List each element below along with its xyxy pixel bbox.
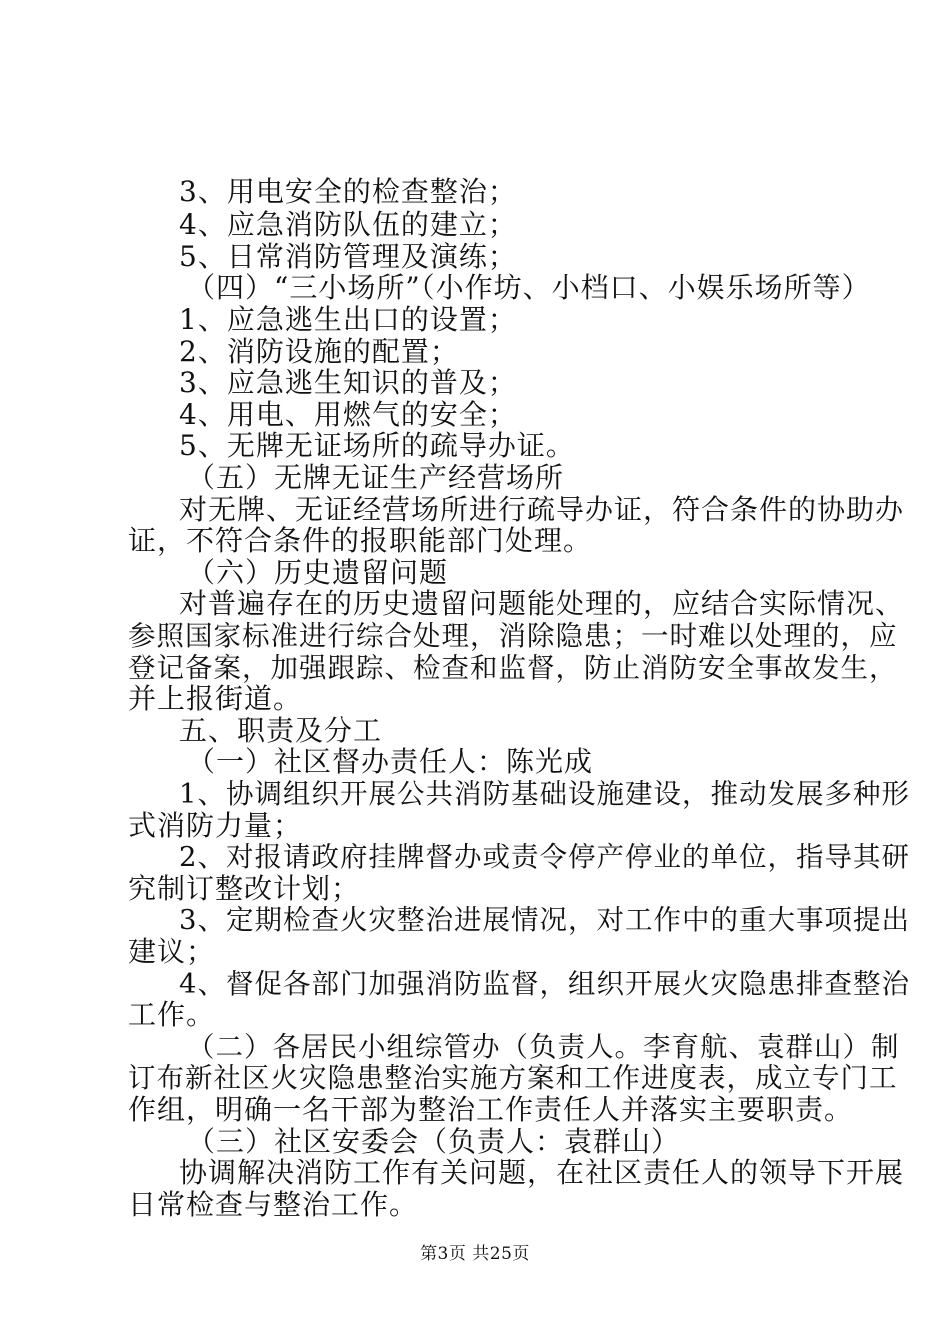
section-heading-safety-committee: （三）社区安委会（负责人：袁群山）: [187, 1125, 681, 1158]
paragraph-line: 对普遍存在的历史遗留问题能处理的，应结合实际情况、: [179, 587, 905, 620]
paragraph-line: 协调解决消防工作有关问题，在社区责任人的领导下开展: [179, 1156, 905, 1189]
section-heading-responsibilities: 五、职责及分工: [179, 714, 383, 747]
paragraph-line: 建议；: [128, 935, 216, 968]
list-item-daily-management: 5、日常消防管理及演练；: [179, 240, 517, 273]
section-heading-historical-issues: （六）历史遗留问题: [187, 556, 449, 589]
page-footer: 第3页 共25页: [420, 1244, 530, 1264]
list-item-electrical-safety: 3、用电安全的检查整治；: [179, 175, 517, 208]
paragraph-line: 3、定期检查火灾整治进展情况，对工作中的重大事项提出: [179, 904, 910, 936]
paragraph-line: 证，不符合条件的报职能部门处理。: [128, 524, 593, 557]
paragraph-line: 究制订整改计划；: [128, 872, 361, 905]
paragraph-line: 1、协调组织开展公共消防基础设施建设，推动发展多种形: [179, 778, 910, 810]
section-heading-supervisor: （一）社区督办责任人：陈光成: [187, 745, 594, 778]
paragraph-line: 订布新社区火灾隐患整治实施方案和工作进度表，成立专门工: [128, 1062, 898, 1094]
section-heading-three-small-places: （四）“三小场所”（小作坊、小档口、小娱乐场所等）: [187, 271, 871, 304]
paragraph-line: 登记备案，加强跟踪、检查和监督，防止消防安全事故发生，: [128, 652, 898, 684]
paragraph-line: 4、督促各部门加强消防监督，组织开展火灾隐患排查整治: [179, 968, 910, 1000]
paragraph-line: 并上报街道。: [128, 682, 303, 715]
list-item-escape-exits: 1、应急逃生出口的设置；: [179, 303, 517, 336]
paragraph-line: 参照国家标准进行综合处理，消除隐患；一时难以处理的，应: [128, 620, 898, 652]
list-item-escape-knowledge: 3、应急逃生知识的普及；: [179, 366, 517, 399]
list-item-electric-gas-safety: 4、用电、用燃气的安全；: [179, 398, 517, 431]
paragraph-line: 作组，明确一名干部为整治工作责任人并落实主要职责。: [128, 1093, 854, 1126]
paragraph-line: 对无牌、无证经营场所进行疏导办证，符合条件的协助办: [179, 493, 905, 526]
paragraph-line: 日常检查与整治工作。: [128, 1188, 419, 1221]
list-item-unlicensed-guidance: 5、无牌无证场所的疏导办证。: [179, 429, 575, 462]
list-item-fire-facilities: 2、消防设施的配置；: [179, 335, 459, 368]
paragraph-line: 工作。: [128, 998, 216, 1031]
list-item-emergency-team: 4、应急消防队伍的建立；: [179, 208, 517, 241]
section-heading-unlicensed-premises: （五）无牌无证生产经营场所: [187, 461, 565, 494]
paragraph-line: 式消防力量；: [128, 809, 303, 842]
paragraph-line: 2、对报请政府挂牌督办或责令停产停业的单位，指导其研: [179, 841, 910, 873]
paragraph-line: （二）各居民小组综管办（负责人。李育航、袁群山）制: [187, 1031, 900, 1063]
